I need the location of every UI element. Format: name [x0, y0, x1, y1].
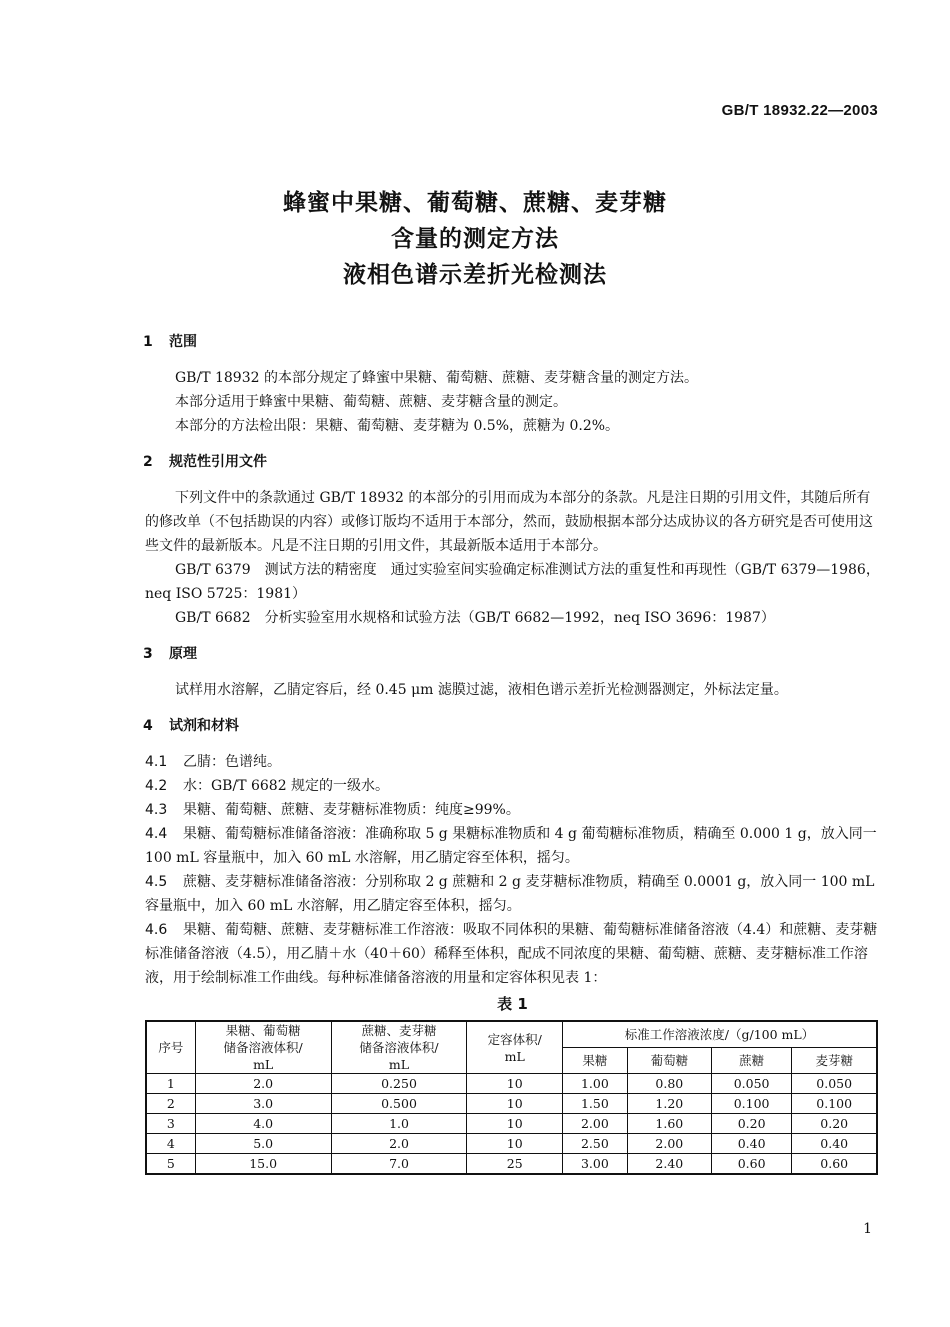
document-body: [145, 330, 880, 1175]
clause-4-1: 4.1 乙腈：色谱纯。: [145, 754, 281, 770]
header-fructose: 果糖: [562, 1048, 627, 1074]
clause-4-2: 4.2 水：GB/T 6682 规定的一级水。: [145, 778, 390, 794]
document-title: [0, 185, 950, 293]
standard-solution-table: [145, 1020, 878, 1175]
header-glucose: 葡萄糖: [627, 1048, 711, 1074]
clause-4-4: 4.4 果糖、葡萄糖标准储备溶液：准确称取 5 g 果糖标准物质和 4 g 葡萄糖标准物质，精确至 0.000 1 g，放入同一 100 mL 容量瓶中，加入 60 mL 水溶解，用乙腈定容至体积，摇匀。: [145, 826, 877, 866]
section-1-body: [145, 366, 880, 438]
clause-4-5: 4.5 蔗糖、麦芽糖标准储备溶液：分别称取 2 g 蔗糖和 2 g 麦芽糖标准物质，精确至 0.0001 g，放入同一 100 mL 容量瓶中，加入 60 mL 水溶解，用乙腈定容至体积，摇匀。: [145, 874, 875, 914]
header-concentration: 标准工作溶液浓度/（g/100 mL）: [562, 1021, 877, 1048]
paragraph: 本部分的方法检出限：果糖、葡萄糖、麦芽糖为 0.5%，蔗糖为 0.2%。: [175, 418, 620, 434]
section-4-body: [145, 750, 880, 990]
header-final-volume: 定容体积/ mL: [467, 1021, 563, 1074]
header-sucrose: 蔗糖: [711, 1048, 792, 1074]
clause-4-6: 4.6 果糖、葡萄糖、蔗糖、麦芽糖标准工作溶液：吸取不同体积的果糖、葡萄糖标准储备溶液（4.4）和蔗糖、麦芽糖标准储备溶液（4.5），用乙腈＋水（40＋60）稀释至体积，配成不同浓度的果糖、葡萄糖、蔗糖、麦芽糖标准工作溶液，用于绘制标准工作曲线。每种标准储备溶液的用量和定容体积见表 1：: [145, 922, 878, 986]
header-sm-volume: 蔗糖、麦芽糖 储备溶液体积/ mL: [331, 1021, 467, 1074]
paragraph: 本部分适用于蜂蜜中果糖、葡萄糖、蔗糖、麦芽糖含量的测定。: [175, 394, 567, 410]
table-row: 3 4.0 1.0 10 2.00 1.60 0.20 0.20: [146, 1114, 877, 1134]
page-number: 1: [863, 1221, 872, 1237]
section-3-heading: 3 原理: [143, 646, 197, 662]
title-line-3: 液相色谱示差折光检测法: [343, 262, 607, 288]
paragraph: 下列文件中的条款通过 GB/T 18932 的本部分的引用而成为本部分的条款。凡是注日期的引用文件，其随后所有的修改单（不包括勘误的内容）或修订版均不适用于本部分，然而，鼓励根据本部分达成协议的各方研究是否可使用这些文件的最新版本。凡是不注日期的引用文件，其最新版本适用于本部分。: [145, 490, 873, 554]
header-seq: 序号: [146, 1021, 195, 1074]
title-line-2: 含量的测定方法: [391, 226, 559, 252]
table-row: 1 2.0 0.250 10 1.00 0.80 0.050 0.050: [146, 1074, 877, 1094]
table-row: 2 3.0 0.500 10 1.50 1.20 0.100 0.100: [146, 1094, 877, 1114]
standard-number: GB/T 18932.22—2003: [721, 102, 878, 119]
paragraph: GB/T 18932 的本部分规定了蜂蜜中果糖、葡萄糖、蔗糖、麦芽糖含量的测定方法。: [175, 370, 698, 386]
section-4-heading: 4 试剂和材料: [143, 718, 239, 734]
clause-4-3: 4.3 果糖、葡萄糖、蔗糖、麦芽糖标准物质：纯度≥99%。: [145, 802, 520, 818]
reference-item: GB/T 6682 分析实验室用水规格和试验方法（GB/T 6682—1992，neq ISO 3696：1987）: [175, 610, 775, 626]
table-row: 4 5.0 2.0 10 2.50 2.00 0.40 0.40: [146, 1134, 877, 1154]
section-1-heading: 1 范围: [143, 334, 197, 350]
reference-item: GB/T 6379 测试方法的精密度 通过实验室间实验确定标准测试方法的重复性和再现性（GB/T 6379—1986，neq ISO 5725：1981）: [145, 562, 880, 602]
section-2-body: [145, 486, 880, 630]
paragraph: 试样用水溶解，乙腈定容后，经 0.45 μm 滤膜过滤，液相色谱示差折光检测器测定，外标法定量。: [175, 682, 788, 698]
header-maltose: 麦芽糖: [792, 1048, 877, 1074]
header-fg-volume: 果糖、葡萄糖 储备溶液体积/ mL: [195, 1021, 331, 1074]
title-line-1: 蜂蜜中果糖、葡萄糖、蔗糖、麦芽糖: [283, 190, 667, 216]
section-2-heading: 2 规范性引用文件: [143, 454, 267, 470]
section-3-body: [145, 678, 880, 702]
table-row: 5 15.0 7.0 25 3.00 2.40 0.60 0.60: [146, 1154, 877, 1175]
table-caption: 表 1: [497, 995, 528, 1013]
